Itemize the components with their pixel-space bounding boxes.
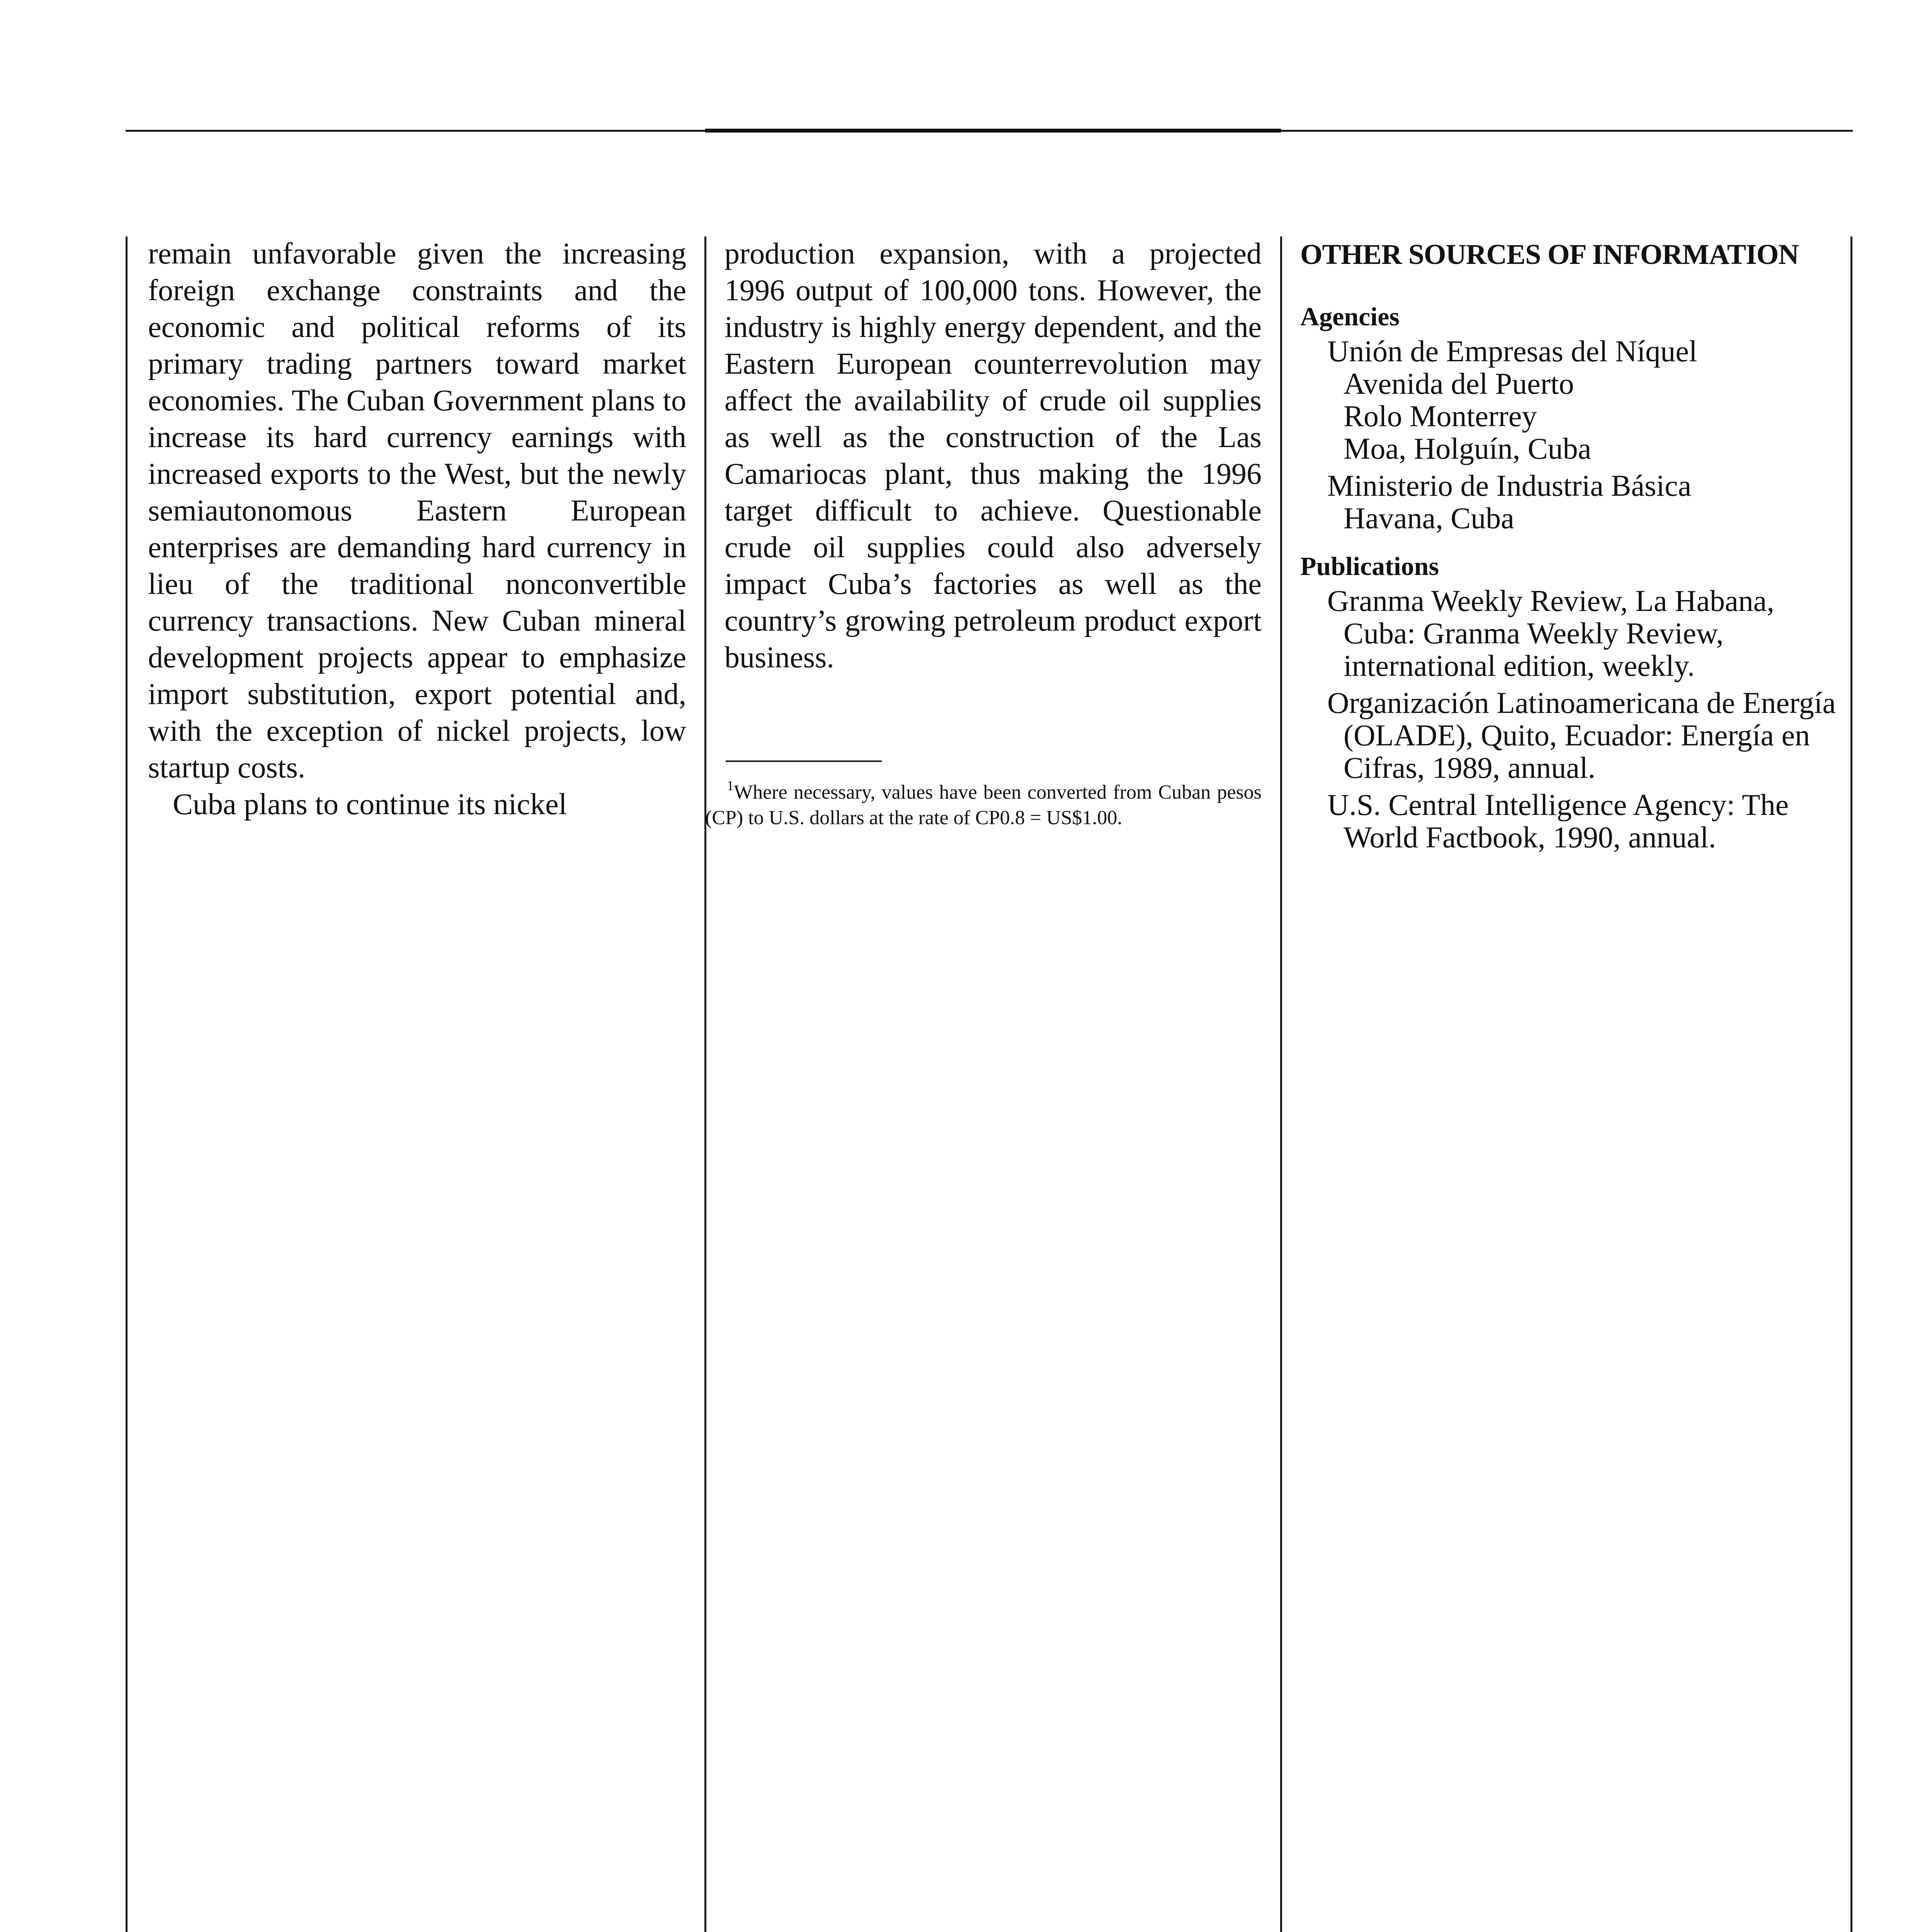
column-rule-2 xyxy=(1280,236,1282,1932)
agency-name: Unión de Empresas del Níquel xyxy=(1327,334,1697,368)
footnote-rule xyxy=(726,760,882,762)
column-rule-right xyxy=(1850,236,1852,1932)
footnote-marker: 1 xyxy=(727,778,734,793)
paragraph: Cuba plans to continue its nickel xyxy=(173,787,567,821)
agency-address-line: Moa, Holguín, Cuba xyxy=(1344,432,1592,465)
section-title: OTHER SOURCES OF INFORMATION xyxy=(1300,239,1799,270)
footnote xyxy=(705,773,1262,831)
agencies-heading: Agencies xyxy=(1300,302,1400,331)
column-rule-1 xyxy=(704,236,706,1932)
other-sources-section xyxy=(1300,236,1841,858)
agency-address-line: Avenida del Puerto xyxy=(1344,367,1574,400)
agency-name: Ministerio de Industria Básica xyxy=(1327,469,1692,502)
column-rule-left xyxy=(126,236,128,1932)
publication-entry: U.S. Central Intelligence Agency: The World Factbook, 1990, annual. xyxy=(1327,788,1789,854)
publications-heading: Publications xyxy=(1300,551,1439,581)
text-column-1 xyxy=(148,235,686,822)
agency-address-line: Havana, Cuba xyxy=(1344,501,1514,535)
publication-entry: Granma Weekly Review, La Habana, Cuba: Granma Weekly Review, international edition, weekly. xyxy=(1327,584,1774,682)
agency-entry xyxy=(1327,335,1841,465)
text-column-2 xyxy=(724,235,1262,675)
footnote-text: Where necessary, values have been converted from Cuban pesos (CP) to U.S. dollars at the rate of CP0.8 = US$1.00. xyxy=(705,781,1262,829)
publication-entry: Organización Latinoamericana de Energía (OLADE), Quito, Ecuador: Energía en Cifras, 1989, annual. xyxy=(1327,686,1836,784)
header-rule-thick xyxy=(705,129,1281,133)
agency-entry xyxy=(1327,469,1841,534)
paragraph: production expansion, with a projected 1996 output of 100,000 tons. However, the industry is highly energy dependent, and the Eastern European counterrevolution may affect the availability of crude oil supplies as well as the construction of the Las Camariocas plant, thus making the 1996 target difficult to achieve. Questionable crude oil supplies could also adversely impact Cuba’s factories as well as the country’s growing petroleum product export business. xyxy=(724,236,1262,674)
agency-address-line: Rolo Monterrey xyxy=(1344,399,1537,433)
paragraph: remain unfavorable given the increasing foreign exchange constraints and the economic and political reforms of its primary trading partners toward market economies. The Cuban Government plans to increase its hard currency earnings with increased exports to the West, but the newly semiautonomous Eastern European enterprises are demanding hard currency in lieu of the traditional nonconvertible currency transactions. New Cuban mineral development projects appear to emphasize import substitution, export potential and, with the exception of nickel projects, low startup costs. xyxy=(148,236,686,784)
